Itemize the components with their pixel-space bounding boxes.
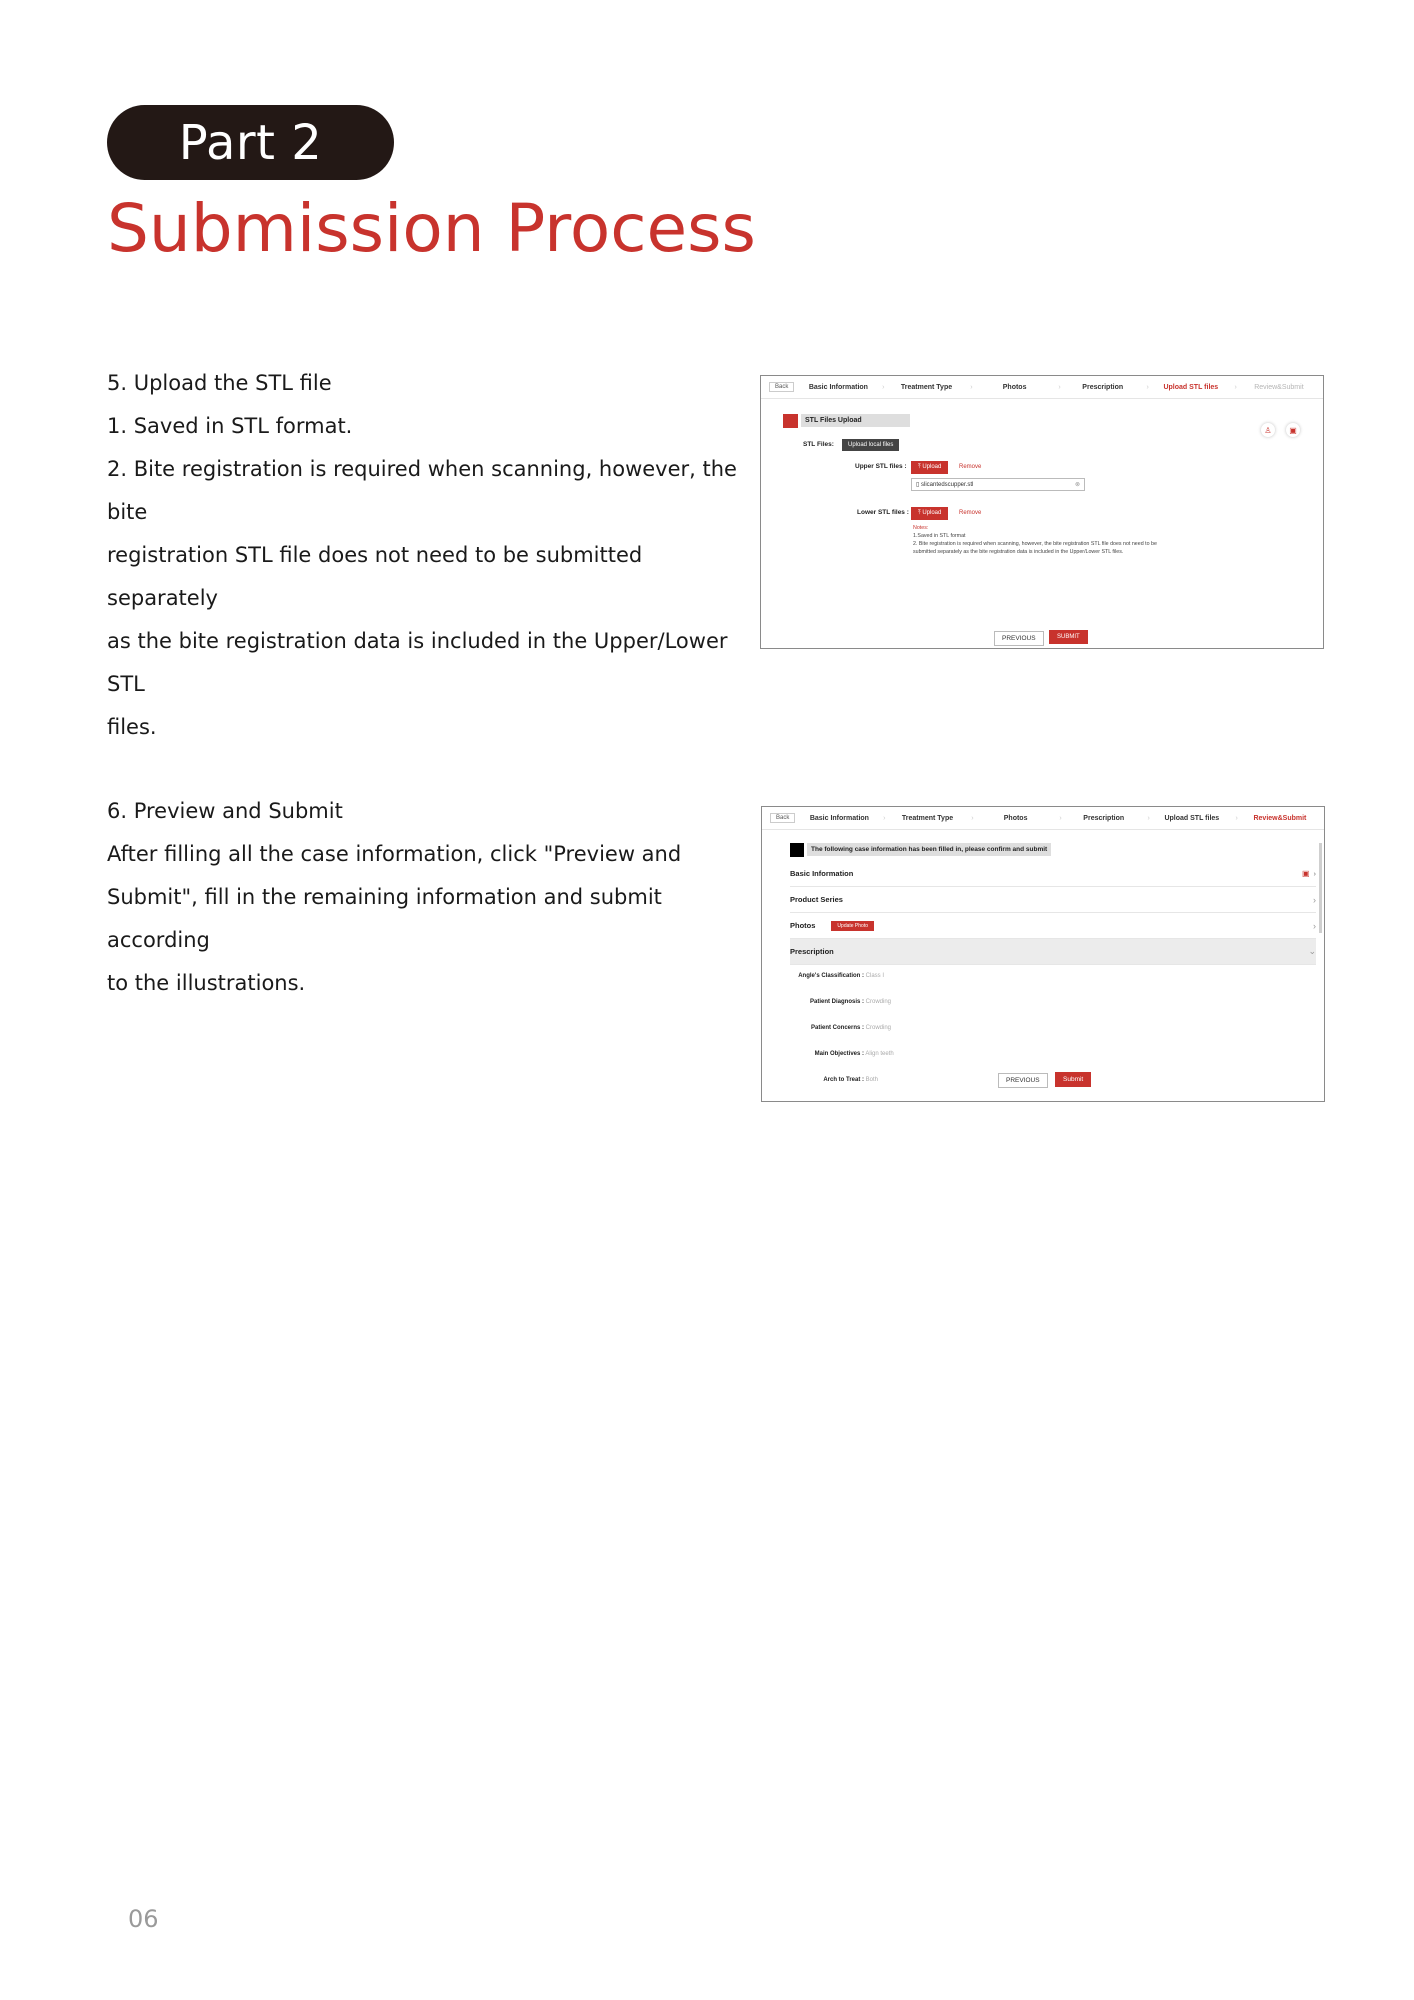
upload-label: Upload <box>922 464 942 470</box>
review-submit-screenshot <box>761 806 1325 1102</box>
field-key: Angle's Classification : <box>798 973 864 979</box>
update-photo-button[interactable]: Update Photo <box>831 921 874 931</box>
field-angles-classification <box>762 973 884 979</box>
field-value: Crowding <box>865 999 892 1005</box>
step6-text <box>107 790 757 1005</box>
image-icon[interactable]: ▣ <box>1286 423 1300 437</box>
row-basic-information[interactable] <box>790 861 1316 887</box>
row-label: Photos <box>790 921 816 930</box>
step5-line: registration STL file does not need to be submitted separately <box>107 543 643 610</box>
notes <box>913 524 1178 556</box>
step-navigation <box>761 376 1323 399</box>
notes-title: Notes: <box>913 525 929 531</box>
row-prescription[interactable] <box>790 939 1316 965</box>
banner-marker <box>790 843 804 857</box>
previous-button[interactable]: PREVIOUS <box>994 631 1044 646</box>
row-label: Prescription <box>790 947 834 956</box>
row-label: Basic Information <box>790 869 854 878</box>
upload-stl-screenshot <box>760 375 1324 649</box>
submit-button[interactable]: Submit <box>1055 1072 1091 1087</box>
lower-upload-button[interactable]: ⤒ Upload <box>911 507 948 520</box>
field-key: Main Objectives : <box>814 1051 864 1057</box>
image-icon[interactable]: ▣ <box>1301 869 1310 878</box>
back-button[interactable]: Back <box>770 813 795 823</box>
page-number: 06 <box>128 1905 159 1933</box>
step-photos[interactable]: Photos › <box>971 384 1059 391</box>
note-line: 1.Saved in STL format <box>913 533 966 539</box>
page-title: Submission Process <box>107 190 756 267</box>
uploaded-file-name: slicantedscupper.stl <box>920 482 974 488</box>
step-basic-information[interactable]: Basic Information › <box>795 815 883 822</box>
field-value: Crowding <box>865 1025 892 1031</box>
step6-heading: 6. Preview and Submit <box>107 799 343 823</box>
step6-line: After filling all the case information, click "Preview and <box>107 842 682 866</box>
row-label: Product Series <box>790 895 843 904</box>
step-upload-stl[interactable]: Upload STL files › <box>1148 815 1236 822</box>
step5-text <box>107 362 757 749</box>
field-value: Both <box>865 1077 879 1083</box>
section-marker <box>783 414 798 428</box>
lower-remove-link[interactable]: Remove <box>959 510 982 516</box>
scrollbar[interactable] <box>1319 843 1322 933</box>
upper-remove-link[interactable]: Remove <box>959 464 982 470</box>
uploaded-file <box>911 478 1085 491</box>
step5-heading: 5. Upload the STL file <box>107 371 332 395</box>
chevron-right-icon: › <box>1313 894 1316 905</box>
field-key: Arch to Treat : <box>823 1077 864 1083</box>
upper-upload-button[interactable]: ⤒ Upload <box>911 461 948 474</box>
field-value: Align teeth <box>865 1051 894 1057</box>
row-photos[interactable] <box>790 913 1316 939</box>
previous-button[interactable]: PREVIOUS <box>998 1073 1048 1088</box>
step-treatment-type[interactable]: Treatment Type › <box>883 815 971 822</box>
lower-stl-label: Lower STL files : <box>857 509 909 516</box>
confirm-banner: The following case information has been filled in, please confirm and submit <box>807 843 1051 856</box>
step-upload-stl[interactable]: Upload STL files › <box>1147 384 1235 391</box>
close-icon[interactable]: ⊗ <box>1074 482 1080 488</box>
field-main-objectives <box>762 1051 894 1057</box>
step-review-submit[interactable]: Review&Submit <box>1253 814 1307 822</box>
step6-line: to the illustrations. <box>107 971 306 995</box>
field-arch-to-treat <box>762 1077 878 1083</box>
field-value: Class I <box>865 973 885 979</box>
chevron-right-icon: › <box>1313 869 1316 878</box>
step5-line: 2. Bite registration is required when scanning, however, the bite <box>107 457 737 524</box>
step5-line: 1. Saved in STL format. <box>107 414 353 438</box>
step5-line: files. <box>107 715 157 739</box>
section-title: STL Files Upload <box>801 414 910 427</box>
step-basic-information[interactable]: Basic Information › <box>794 384 882 391</box>
step-treatment-type[interactable]: Treatment Type › <box>882 384 970 391</box>
field-key: Patient Concerns : <box>810 1025 864 1031</box>
part-label: Part 2 <box>107 105 394 180</box>
back-button[interactable]: Back <box>769 382 794 392</box>
field-key: Patient Diagnosis : <box>809 999 864 1005</box>
chevron-down-icon: ⌄ <box>1308 946 1316 956</box>
row-product-series[interactable] <box>790 887 1316 913</box>
step-prescription[interactable]: Prescription › <box>1059 384 1147 391</box>
chevron-right-icon: › <box>1313 920 1316 931</box>
step-prescription[interactable]: Prescription › <box>1060 815 1148 822</box>
upload-label: Upload <box>922 510 942 516</box>
step-navigation <box>762 807 1324 830</box>
step5-line: as the bite registration data is included in the Upper/Lower STL <box>107 629 728 696</box>
step6-line: Submit", fill in the remaining information and submit according <box>107 885 662 952</box>
upload-local-files-button[interactable]: Upload local files <box>842 439 899 451</box>
note-line: 2. Bite registration is required when scanning, however, the bite registration STL file does not need to be submitted separately as the bite registration data is included in the Upper/Lower STL files. <box>913 541 1157 555</box>
user-icon[interactable]: ♙ <box>1261 423 1275 437</box>
field-patient-diagnosis <box>762 999 891 1005</box>
step-review-submit[interactable]: Review&Submit <box>1254 383 1304 391</box>
stl-files-label: STL Files: <box>803 441 834 448</box>
file-icon: ▯ <box>916 482 920 488</box>
field-patient-concerns <box>762 1025 891 1031</box>
step-photos[interactable]: Photos › <box>972 815 1060 822</box>
upper-stl-label: Upper STL files : <box>855 463 907 470</box>
submit-button[interactable]: SUBMIT <box>1049 630 1088 644</box>
